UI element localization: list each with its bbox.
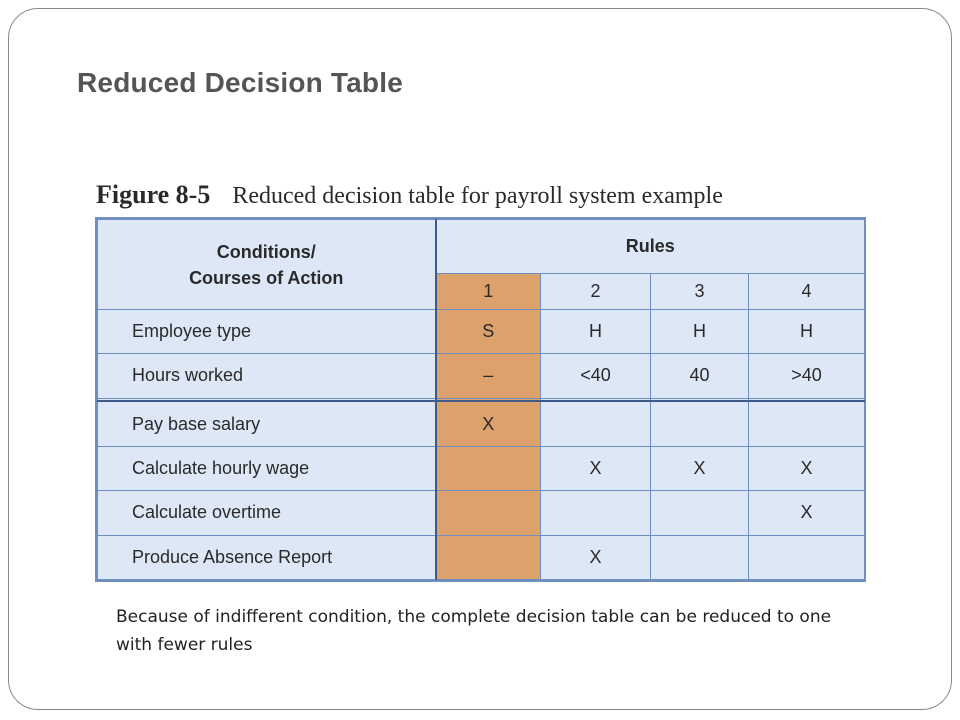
figure-number: Figure 8-5 (96, 180, 211, 209)
footnote-text: Because of indifferent condition, the complete decision table can be reduced to one with fewer rules (116, 607, 832, 655)
table-cell: S (436, 310, 541, 354)
table-cell (651, 535, 749, 579)
table-cell: H (651, 310, 749, 354)
table-cell (651, 401, 749, 446)
action-label: Produce Absence Report (98, 535, 436, 579)
conditions-header-line2: Courses of Action (189, 267, 344, 288)
decision-table (97, 219, 865, 580)
action-row (98, 535, 865, 579)
action-label: Calculate overtime (98, 491, 436, 535)
table-cell: <40 (541, 354, 651, 398)
figure-caption-text: Reduced decision table for payroll system example (232, 183, 723, 209)
table-cell (749, 401, 865, 446)
table-cell: X (541, 535, 651, 579)
conditions-header-line1: Conditions/ (216, 241, 316, 262)
table-cell: X (541, 447, 651, 491)
action-row (98, 447, 865, 491)
decision-table-container (95, 217, 866, 582)
action-row (98, 401, 865, 446)
slide-title: Reduced Decision Table (77, 67, 403, 98)
rule-number: 1 (436, 274, 541, 310)
table-cell (436, 447, 541, 491)
table-cell (749, 535, 865, 579)
rule-number: 4 (749, 274, 865, 310)
condition-label: Hours worked (98, 354, 436, 398)
condition-row (98, 354, 865, 398)
figure-caption (96, 180, 723, 210)
table-cell: H (541, 310, 651, 354)
table-cell: X (749, 491, 865, 535)
table-cell (541, 401, 651, 446)
rule-number: 3 (651, 274, 749, 310)
table-cell: 40 (651, 354, 749, 398)
rules-header: Rules (436, 220, 865, 274)
table-cell: H (749, 310, 865, 354)
conditions-header (98, 220, 436, 310)
table-cell (651, 491, 749, 535)
table-cell: X (436, 401, 541, 446)
rule-number: 2 (541, 274, 651, 310)
table-cell: >40 (749, 354, 865, 398)
table-cell (541, 491, 651, 535)
table-cell (436, 535, 541, 579)
table-cell (436, 491, 541, 535)
table-cell: X (651, 447, 749, 491)
condition-row (98, 310, 865, 354)
table-cell: – (436, 354, 541, 398)
action-row (98, 491, 865, 535)
condition-label: Employee type (98, 310, 436, 354)
table-cell: X (749, 447, 865, 491)
action-label: Calculate hourly wage (98, 447, 436, 491)
action-label: Pay base salary (98, 401, 436, 446)
